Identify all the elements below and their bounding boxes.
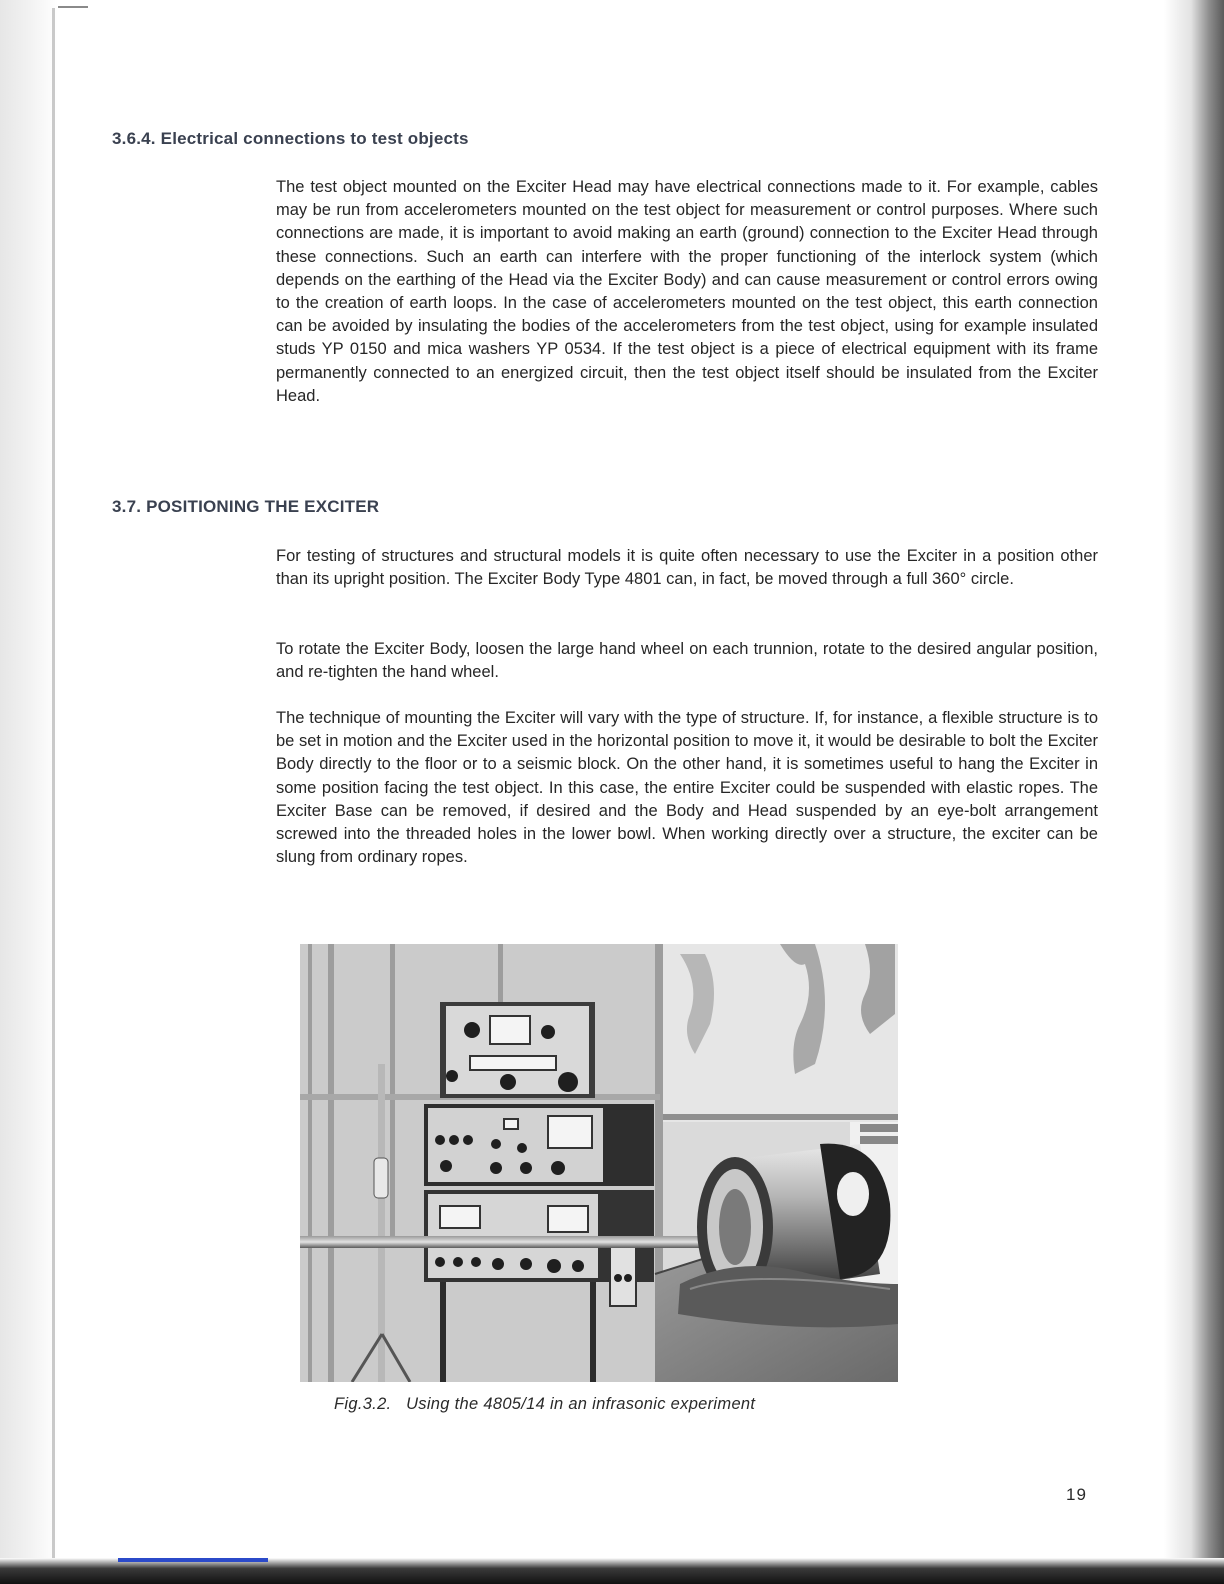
figure-photo bbox=[300, 944, 898, 1382]
figure-caption: Fig.3.2. Using the 4805/14 in an infrasonic experiment bbox=[334, 1395, 756, 1413]
section-3-6-4-paragraph: The test object mounted on the Exciter Head may have electrical connections made to it. For example, cables may be run from accelerometers mounted on the test object for measurement or control purposes. Where such connections are made, it is important to avoid making an earth (ground) connection to the Exciter Head through these connections. Such an earth can interfere with the proper functioning of the interlock system (which depends on the earthing of the Head via the Exciter Body) and can cause measurement or control errors owing to the creation of earth loops. In the case of accelerometers mounted on the test object, this earth connection can be avoided by insulating the bodies of the accelerometers from the test object, using for example insulated studs YP 0150 and mica washers YP 0534. If the test object is a piece of electrical equipment with its frame permanently connected to an energized circuit, then the test object itself should be insulated from the Exciter Head. bbox=[276, 178, 1098, 405]
section-3-7-paragraph-3: The technique of mounting the Exciter will vary with the type of structure. If, for instance, a flexible structure is to be set in motion and the Exciter used in the horizontal position to move it, it would be desirable to bolt the Exciter Body directly to the floor or to a seismic block. On the other hand, it is sometimes useful to hang the Exciter in some position facing the test object. In this case, the entire Exciter could be suspended with elastic ropes. The Exciter Base can be removed, if desired and the Body and Head suspended by an eye-bolt arrangement screwed into the threaded holes in the lower bowl. When working directly over a structure, the exciter can be slung from ordinary ropes. bbox=[276, 709, 1098, 867]
section-3-7-paragraph-1: For testing of structures and structural models it is quite often necessary to use the Exciter in a position other than its upright position. The Exciter Body Type 4801 can, in fact, be moved through a full 360° circle. bbox=[276, 547, 1098, 589]
section-heading-3-6-4: 3.6.4. Electrical connections to test objects bbox=[112, 129, 469, 148]
section-3-7-paragraph-2: To rotate the Exciter Body, loosen the large hand wheel on each trunnion, rotate to the desired angular position, and re-tighten the hand wheel. bbox=[276, 640, 1098, 682]
page-number: 19 bbox=[1066, 1485, 1087, 1504]
exciter-experiment-photo bbox=[300, 944, 898, 1382]
section-heading-3-7: 3.7. POSITIONING THE EXCITER bbox=[112, 497, 380, 516]
corner-mark bbox=[58, 6, 88, 8]
page-edge-right bbox=[1164, 0, 1224, 1584]
page-edge-left bbox=[0, 0, 58, 1584]
scan-blue-strip bbox=[118, 1558, 268, 1562]
